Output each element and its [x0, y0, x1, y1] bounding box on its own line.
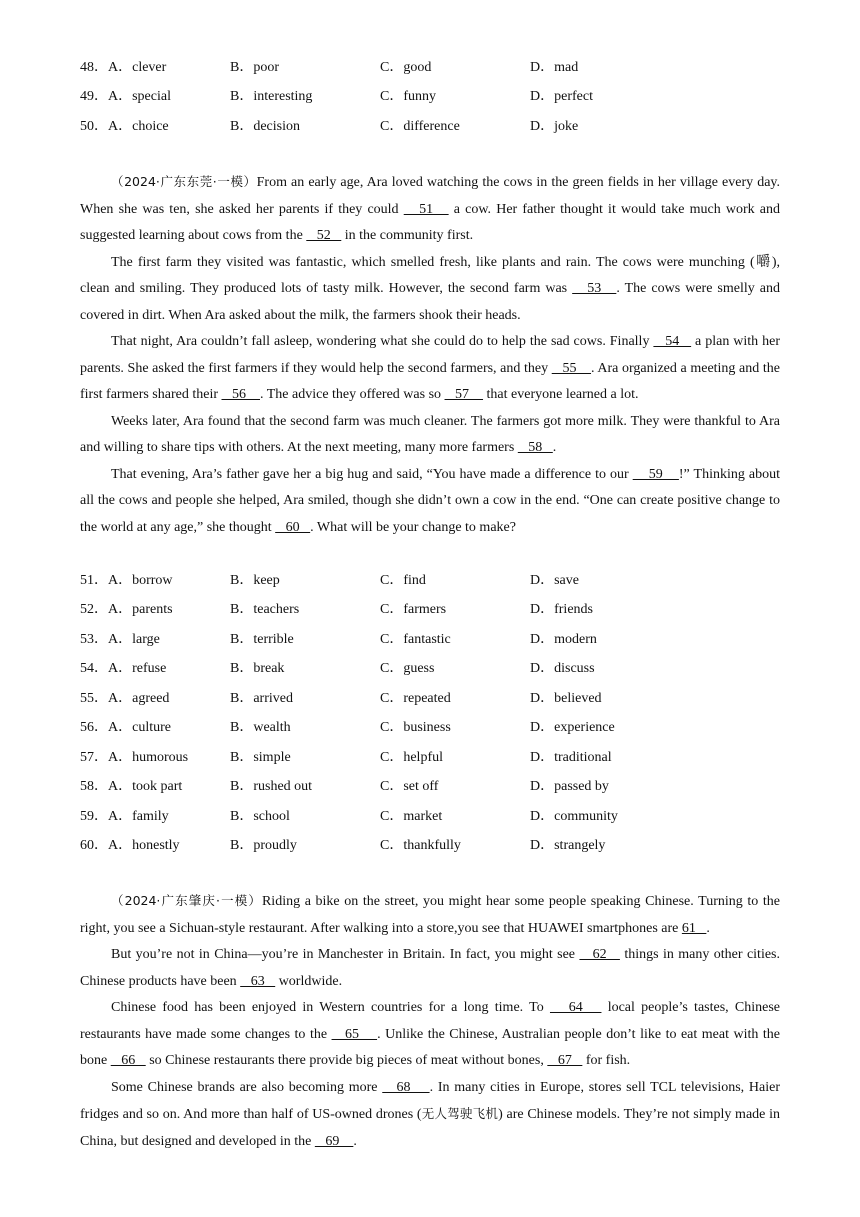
paragraph: [80, 462, 780, 542]
text: . The advice they offered was so: [260, 387, 445, 402]
option-a[interactable]: [80, 807, 169, 827]
question-number: 53．: [80, 632, 108, 647]
option-d[interactable]: D．traditional: [530, 750, 612, 765]
option-c[interactable]: C．business: [380, 720, 451, 735]
option-b[interactable]: B．proudly: [230, 838, 297, 853]
paragraph: [80, 995, 780, 1075]
option-b[interactable]: B．arrived: [230, 691, 293, 706]
option-b[interactable]: B．wealth: [230, 720, 291, 735]
text: !” Thinking about all the cows and people she helped, Ara smiled, though she didn’t own a cow in the end. “One can create positive change to the world at any age,” she thought: [80, 466, 780, 535]
paragraph: [80, 942, 780, 995]
blank-57[interactable]: 57: [444, 387, 484, 402]
blank-58[interactable]: 58: [517, 440, 553, 455]
text: ) are Chinese models. They’re not simply made in China, but designed and developed in the: [80, 1107, 780, 1149]
option-a-text: A．honestly: [108, 838, 180, 853]
option-b[interactable]: B．teachers: [230, 602, 300, 617]
text: That night, Ara couldn’t fall asleep, wondering what she could do to help the sad cows. Finally: [111, 334, 654, 349]
option-d[interactable]: D．strangely: [530, 838, 606, 853]
option-a-text: A．took part: [108, 779, 183, 794]
option-c[interactable]: C．helpful: [380, 750, 443, 765]
blank-65[interactable]: 65: [331, 1026, 378, 1042]
blank-63[interactable]: 63: [240, 973, 276, 989]
option-d[interactable]: D．community: [530, 809, 618, 824]
option-b[interactable]: B．poor: [230, 60, 279, 75]
question-number: 60．: [80, 838, 108, 853]
question-number: 59．: [80, 809, 108, 824]
option-d[interactable]: D．friends: [530, 602, 593, 617]
blank-59[interactable]: 59: [632, 466, 679, 482]
option-a-text: A．humorous: [108, 750, 189, 765]
question-number: 48．: [80, 60, 108, 75]
question-number: 54．: [80, 661, 108, 676]
blank-52[interactable]: 52: [306, 228, 342, 243]
blank-54[interactable]: 54: [653, 334, 692, 349]
option-b[interactable]: B．simple: [230, 750, 291, 765]
question-number: 52．: [80, 602, 108, 617]
paragraph: [80, 329, 780, 409]
option-a-text: A．large: [108, 632, 160, 647]
option-a[interactable]: [80, 718, 171, 738]
blank-66[interactable]: 66: [110, 1053, 146, 1068]
option-b[interactable]: B．interesting: [230, 89, 313, 104]
paragraph: [80, 1075, 780, 1156]
text: things in many other cities. Chinese products have been: [80, 947, 780, 989]
paragraph: [80, 169, 780, 250]
option-b[interactable]: B．terrible: [230, 632, 294, 647]
text: . What will be your change to make?: [310, 519, 516, 535]
option-d[interactable]: D．joke: [530, 119, 579, 134]
text: . Unlike the Chinese, Australian people don’t like to eat meat with the bone: [80, 1026, 780, 1068]
paragraph: [80, 409, 780, 462]
option-c[interactable]: C．set off: [380, 779, 439, 794]
blank-56[interactable]: 56: [221, 387, 260, 402]
text: The first farm they visited was fantastic, which smelled fresh, like plants and rain. The cows were munching (嚼), clean and smiling. They produced lots of tasty milk. However, the second farm was: [80, 254, 780, 296]
option-d[interactable]: D．experience: [530, 720, 615, 735]
blank-51[interactable]: 51: [403, 201, 449, 217]
option-c[interactable]: C．repeated: [380, 691, 451, 706]
option-d[interactable]: D．passed by: [530, 779, 609, 794]
option-a[interactable]: [80, 571, 173, 591]
option-c[interactable]: C．difference: [380, 119, 460, 134]
option-d[interactable]: D．save: [530, 573, 579, 588]
option-c[interactable]: C．good: [380, 60, 432, 75]
question-number: 56．: [80, 720, 108, 735]
text: . The cows were smelly and covered in dirt. When Ara asked about the milk, the farmers shook their heads.: [80, 281, 781, 323]
option-d[interactable]: D．discuss: [530, 661, 595, 676]
question-number: 49．: [80, 89, 108, 104]
option-d[interactable]: D．mad: [530, 60, 579, 75]
text: .: [552, 440, 557, 455]
chinese-gloss: 无人驾驶飞机: [421, 1106, 499, 1121]
text: From an early age, Ara loved watching the cows in the green fields in her village every day. When she was ten, she asked her parents if they could: [80, 175, 780, 217]
option-a[interactable]: [80, 87, 171, 107]
option-a[interactable]: [80, 689, 169, 709]
option-a-text: A．special: [108, 89, 171, 104]
blank-69[interactable]: 69: [314, 1133, 354, 1149]
paragraph: [80, 250, 780, 330]
option-a[interactable]: [80, 117, 169, 137]
text: a plan with her parents. She asked the first farmers if they would help the second farmers, and they: [80, 334, 780, 376]
option-a-text: A．parents: [108, 602, 173, 617]
text: Riding a bike on the street, you might hear some people speaking Chinese. Turning to the right, you see a Sichuan-style restaurant. After walking into a store,you see that HUAWEI smartphones are: [80, 894, 780, 936]
option-c[interactable]: C．guess: [380, 661, 435, 676]
option-a-text: A．agreed: [108, 691, 170, 706]
text: Chinese food has been enjoyed in Western countries for a long time. To: [111, 1000, 550, 1015]
blank-55[interactable]: 55: [551, 360, 592, 376]
option-a[interactable]: [80, 777, 182, 797]
option-c[interactable]: C．thankfully: [380, 838, 461, 853]
option-b[interactable]: B．rushed out: [230, 779, 313, 794]
text: But you’re not in China—you’re in Manchester in Britain. In fact, you might see: [111, 947, 580, 962]
blank-53[interactable]: 53: [572, 281, 617, 296]
question-number: 51．: [80, 573, 108, 588]
text: .: [706, 920, 710, 936]
text: for fish.: [582, 1053, 631, 1068]
blank-60[interactable]: 60: [275, 519, 311, 535]
question-number: 50．: [80, 119, 108, 134]
blank-68[interactable]: 68: [382, 1079, 430, 1095]
text: . In many cities in Europe, stores sell TCL televisions, Haier fridges and so on. And more than half of US-owned drones (: [80, 1079, 781, 1122]
blank-61[interactable]: 61: [681, 920, 707, 936]
option-a[interactable]: [80, 659, 166, 679]
text: a cow. Her father thought it would take much work and suggested learning about cows from the: [80, 201, 780, 243]
question-number: 58．: [80, 779, 108, 794]
option-b[interactable]: B．keep: [230, 573, 280, 588]
text: .: [353, 1133, 357, 1149]
text: worldwide.: [275, 973, 343, 989]
option-c[interactable]: C．find: [380, 573, 426, 588]
source-label: （2024·广东东莞·一模）: [111, 174, 257, 189]
option-d[interactable]: D．perfect: [530, 89, 593, 104]
option-d[interactable]: D．believed: [530, 691, 602, 706]
option-a[interactable]: [80, 630, 160, 650]
option-b[interactable]: B．decision: [230, 119, 300, 134]
option-a-text: A．culture: [108, 720, 171, 735]
text: so Chinese restaurants there provide big pieces of meat without bones,: [145, 1053, 548, 1068]
option-a-text: A．family: [108, 809, 169, 824]
text: Weeks later, Ara found that the second farm was much cleaner. The farmers got more milk. They were thankful to Ara and willing to share tips with others. At the next meeting, many more farmers: [80, 413, 780, 455]
option-a[interactable]: [80, 58, 166, 78]
option-a[interactable]: [80, 836, 180, 856]
option-a-text: A．clever: [108, 60, 167, 75]
option-b[interactable]: B．break: [230, 661, 285, 676]
option-b[interactable]: B．school: [230, 809, 290, 824]
blank-64[interactable]: 64: [549, 1000, 602, 1015]
paragraph: [80, 888, 780, 942]
option-a[interactable]: [80, 600, 173, 620]
text: Some Chinese brands are also becoming more: [111, 1079, 383, 1095]
option-a[interactable]: [80, 748, 188, 768]
option-a-text: A．choice: [108, 119, 169, 134]
text: That evening, Ara’s father gave her a big hug and said, “You have made a difference to our: [111, 466, 633, 482]
option-a-text: A．refuse: [108, 661, 167, 676]
text: local people’s tastes, Chinese restaurants have made some changes to the: [80, 1000, 781, 1042]
passage-cloze-2: [80, 888, 780, 1155]
source-label: （2024·广东肇庆·一模）: [111, 893, 262, 908]
option-c[interactable]: C．fantastic: [380, 632, 451, 647]
text: in the community first.: [341, 228, 474, 243]
question-number: 57．: [80, 750, 108, 765]
blank-62[interactable]: 62: [579, 947, 620, 962]
option-c[interactable]: C．market: [380, 809, 443, 824]
passage-cloze-1: [80, 169, 780, 541]
text: that everyone learned a lot.: [483, 387, 639, 402]
text: . Ara organized a meeting and the first farmers shared their: [80, 360, 780, 402]
blank-67[interactable]: 67: [547, 1053, 583, 1068]
question-number: 55．: [80, 691, 108, 706]
option-d[interactable]: D．modern: [530, 632, 597, 647]
option-a-text: A．borrow: [108, 573, 173, 588]
option-c[interactable]: C．farmers: [380, 602, 447, 617]
option-c[interactable]: C．funny: [380, 89, 436, 104]
